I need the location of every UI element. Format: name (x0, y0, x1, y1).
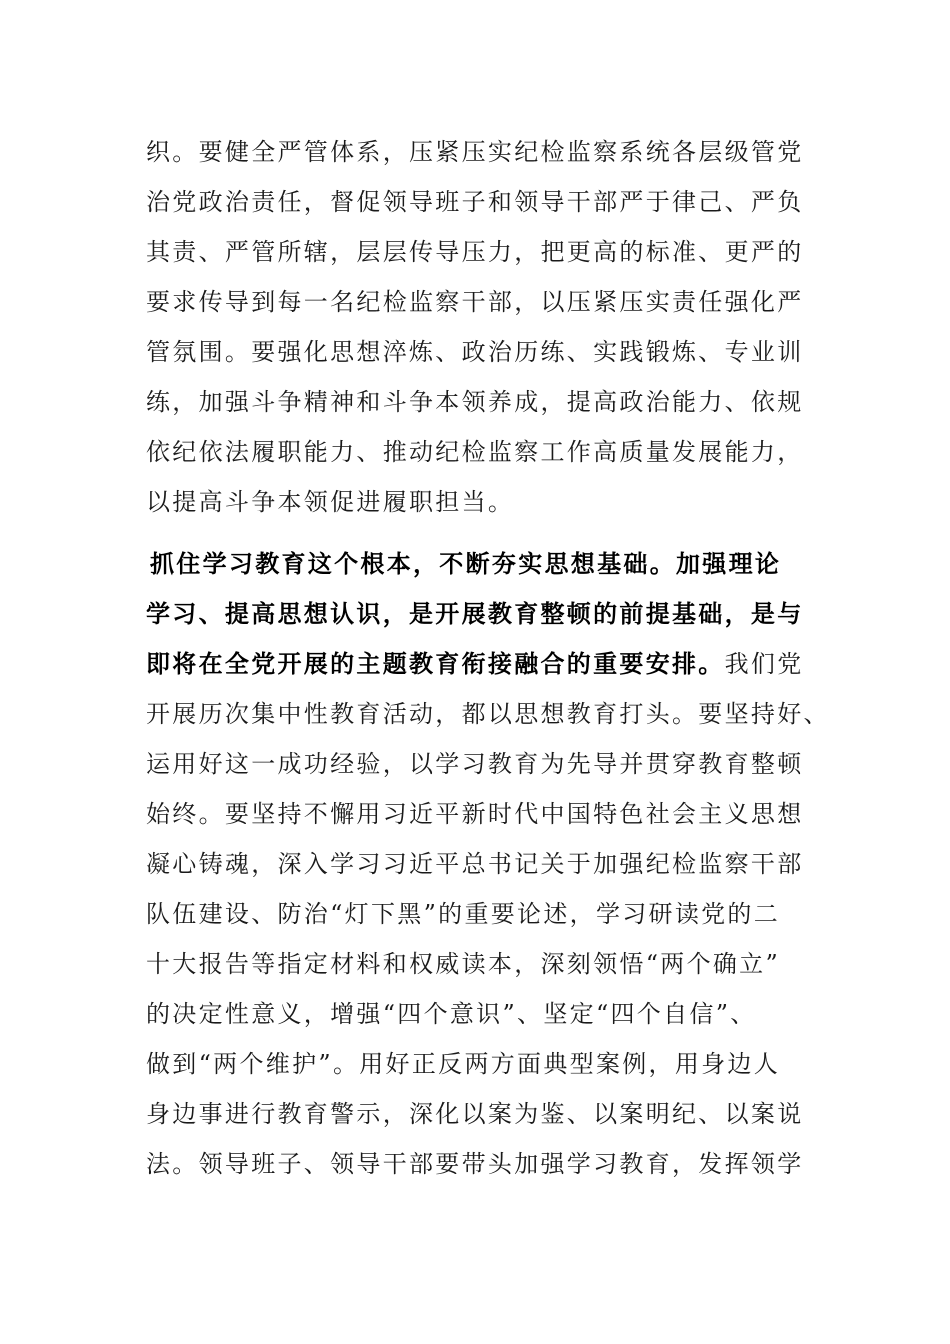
paragraph-1-line: 依纪依法履职能力、推动纪检监察工作高质量发展能力， (146, 438, 804, 466)
paragraph-2-line: 始终。要坚持不懈用习近平新时代中国特色社会主义思想 (146, 800, 804, 828)
paragraph-1-line: 练，加强斗争精神和斗争本领养成，提高政治能力、依规 (146, 388, 804, 416)
paragraph-2-line: 法。领导班子、领导干部要带头加强学习教育，发挥领学 (146, 1150, 804, 1178)
paragraph-2-normal-segment: 我们党 (724, 650, 804, 678)
paragraph-2-bold-line: 抓住学习教育这个根本，不断夯实思想基础。加强理论 (150, 549, 782, 578)
paragraph-1-line: 要求传导到每一名纪检监察干部，以压紧压实责任强化严 (146, 288, 804, 316)
paragraph-2-mixed-line (146, 639, 804, 689)
paragraph-2 (146, 539, 830, 1189)
paragraph-2-line: 做到“两个维护”。用好正反两方面典型案例，用身边人 (146, 1050, 781, 1078)
paragraph-2-bold-line: 学习、提高思想认识，是开展教育整顿的前提基础，是与 (146, 599, 804, 628)
paragraph-2-line: 凝心铸魂，深入学习习近平总书记关于加强纪检监察干部 (146, 850, 804, 878)
paragraph-1-line: 以提高斗争本领促进履职担当。 (146, 488, 515, 516)
paragraph-2-line: 队伍建设、防治“灯下黑”的重要论述，学习研读党的二 (146, 900, 781, 928)
paragraph-1-line: 其责、严管所辖，层层传导压力，把更高的标准、更严的 (146, 238, 804, 266)
paragraph-2-line: 开展历次集中性教育活动，都以思想教育打头。要坚持好、 (146, 700, 830, 728)
paragraph-2-bold-segment: 即将在全党开展的主题教育衔接融合的重要安排。 (146, 649, 725, 678)
paragraph-1-line: 织。要健全严管体系，压紧压实纪检监察系统各层级管党 (146, 138, 804, 166)
paragraph-1 (146, 127, 804, 527)
paragraph-2-line: 的决定性意义，增强“四个意识”、坚定“四个自信”、 (146, 1000, 757, 1028)
paragraph-2-line: 身边事进行教育警示，深化以案为鉴、以案明纪、以案说 (146, 1100, 804, 1128)
paragraph-2-line: 运用好这一成功经验，以学习教育为先导并贯穿教育整顿 (146, 750, 804, 778)
paragraph-2-line: 十大报告等指定材料和权威读本，深刻领悟“两个确立” (146, 950, 781, 978)
paragraph-1-line: 治党政治责任，督促领导班子和领导干部严于律己、严负 (146, 188, 804, 216)
paragraph-1-line: 管氛围。要强化思想淬炼、政治历练、实践锻炼、专业训 (146, 338, 804, 366)
